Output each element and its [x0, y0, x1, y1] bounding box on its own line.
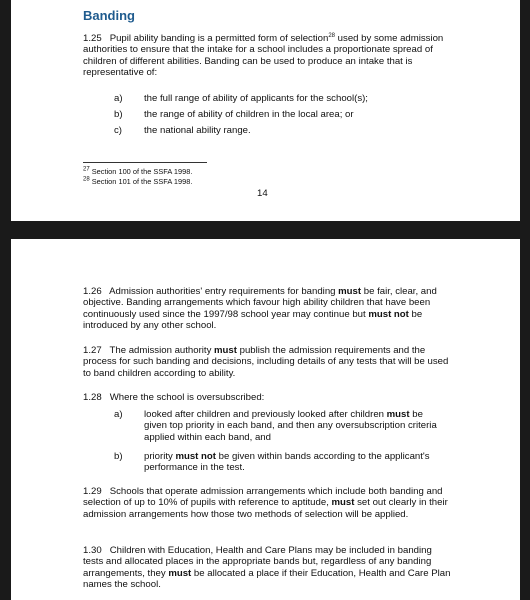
paragraph-1-30: [83, 545, 453, 591]
paragraph-text: Children with Education, Health and Care Plans may be included in banding tests and allocated places in the appropriate bands but, regardless of any banding arrangements, they: [83, 545, 432, 579]
emphasis: must: [214, 345, 237, 356]
paragraph-1-27: [83, 345, 453, 379]
page-number: 14: [257, 188, 268, 199]
paragraph-number: 1.26: [83, 286, 102, 297]
paragraph-1-28: [83, 392, 453, 403]
paragraph-text: The admission authority: [109, 345, 215, 356]
paragraph-number: 1.27: [83, 345, 102, 356]
list-text: the full range of ability of applicants for the school(s);: [144, 93, 368, 104]
emphasis: must: [331, 497, 355, 509]
paragraph-text: be introduced by any other school.: [83, 308, 423, 332]
footnote-ref[interactable]: 28: [328, 32, 336, 39]
list-label: b): [114, 451, 123, 462]
footnote: [83, 177, 192, 186]
paragraph-number: 1.29: [83, 486, 102, 497]
footnote-text: Section 101 of the SSFA 1998.: [91, 177, 193, 186]
paragraph-text: Admission authorities' entry requirements for banding: [109, 286, 339, 297]
document-page-15: [11, 239, 520, 600]
paragraph-text: set out clearly in their admission arrangements how those two methods of selection will be applied.: [83, 497, 448, 520]
paragraph-1-29: [83, 486, 453, 520]
list-label: a): [114, 93, 123, 104]
list-label: a): [114, 409, 123, 420]
emphasis: must: [168, 567, 192, 579]
paragraph-number: 1.28: [83, 392, 102, 403]
list-text: priority must not be given within bands according to the applicant's performance in the test.: [144, 451, 430, 474]
document-page-14: [11, 0, 520, 221]
footnote-number: 28: [83, 176, 90, 183]
footnote-number: 27: [83, 166, 90, 173]
paragraph-number: 1.30: [83, 545, 102, 556]
list-text: the national ability range.: [144, 125, 251, 136]
emphasis: must not: [368, 308, 409, 320]
list-label: c): [114, 125, 122, 136]
footnote-text: Section 100 of the SSFA 1998.: [91, 167, 193, 176]
paragraph-text: be allocated a place if their Education, Health and Care Plan names the school.: [83, 567, 451, 591]
footnote: [83, 167, 192, 176]
list-label: b): [114, 109, 123, 120]
paragraph-text: Schools that operate admission arrangements which include both banding and selection of up to 10% of pupils with reference to aptitude,: [83, 486, 443, 509]
paragraph-1-26: [83, 286, 453, 332]
paragraph-number: 1.25: [83, 33, 102, 44]
paragraph-text: used by some admission authorities to ensure that the intake for a school includes a proportionate spread of children of different abilities. Banding can be used to produce an intake that is representative of:: [83, 33, 444, 79]
paragraph-text: Pupil ability banding is a permitted form of selection: [109, 33, 329, 44]
emphasis: must: [338, 286, 362, 297]
footnote-divider: [83, 162, 207, 163]
section-heading: Banding: [83, 8, 135, 23]
paragraph-text: publish the admission requirements and the process for such banding and decisions, including details of any tests that will be used to band children according to ability.: [83, 345, 449, 379]
paragraph-1-25: [83, 33, 453, 79]
list-text: the range of ability of children in the local area; or: [144, 109, 354, 120]
paragraph-text: be fair, clear, and objective. Banding arrangements which favour high ability children that have been continuously used since the 1997/98 school year may continue but: [83, 286, 437, 320]
paragraph-text: Where the school is oversubscribed:: [109, 392, 265, 403]
list-text: looked after children and previously looked after children must be given top priority in each band, and then any oversubscription criteria applied within each band, and: [144, 409, 437, 443]
